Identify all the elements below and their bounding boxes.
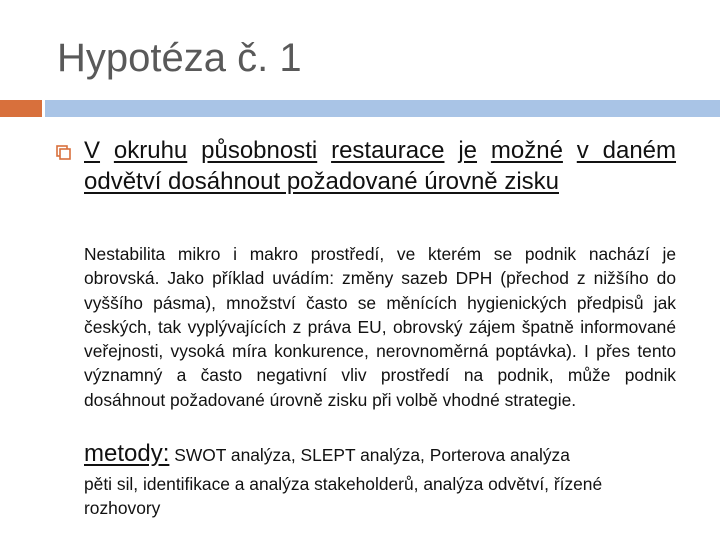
title-accent-bar [0,100,42,117]
methods-block [84,442,676,520]
slide-title: Hypotéza č. 1 [57,36,302,80]
main-point-word: je [458,137,478,164]
main-point-word: působnosti [201,137,318,164]
main-point-word: restaurace [331,137,445,164]
main-point-word: okruhu [113,137,188,164]
main-point [84,135,676,197]
square-bullet-icon [56,145,71,160]
main-point-word: V [84,137,101,164]
main-point-tail: v daném odvětví dosáhnout požadované úrovně zisku [84,137,677,195]
methods-list-start: SWOT analýza, SLEPT analýza, Porterova analýza [174,445,570,465]
methods-list-rest: pěti sil, identifikace a analýza stakeholderů, analýza odvětví, řízené rozhovory [84,474,603,518]
methods-first-line [84,442,676,467]
title-rule-bar [45,100,720,117]
body-paragraph: Nestabilita mikro i makro prostředí, ve kterém se podnik nachází je obrovská. Jako příklad uvádím: změny sazeb DPH (přechod z nižšího do vyššího pásma), množství často se měnících hygienických předpisů jak českých, tak vyplývajících z práva EU, obrovský zájem špatně informované veřejnosti, vysoká míra konkurence, nerovnoměrná poptávka). I přes tento významný a často negativní vliv prostředí na podnik, může podnik dosáhnout požadované úrovně zisku při volbě vhodné strategie. [84,244,676,410]
methods-label: metody: [84,440,170,467]
main-point-word: možné [490,137,563,164]
